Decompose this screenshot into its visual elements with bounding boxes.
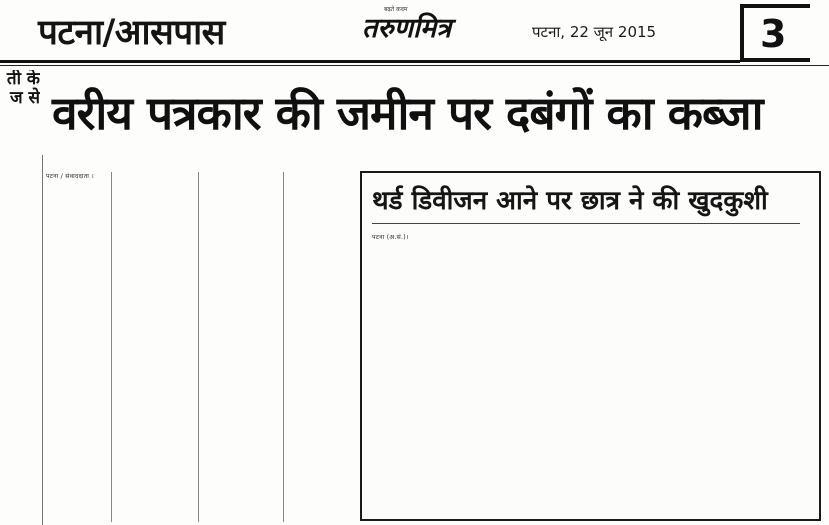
text-line xyxy=(372,314,815,324)
text-line xyxy=(372,263,815,273)
newspaper-logo xyxy=(362,6,522,52)
text-line xyxy=(286,394,358,404)
text-line xyxy=(116,364,194,374)
main-story-column-3 xyxy=(203,172,280,522)
text-line xyxy=(46,465,107,475)
text-line xyxy=(372,354,815,364)
text-line xyxy=(286,202,358,212)
text-line xyxy=(286,313,358,323)
text-line xyxy=(116,212,194,222)
text-line xyxy=(46,374,107,384)
text-line xyxy=(0,278,40,288)
text-line xyxy=(46,424,107,434)
text-line xyxy=(46,212,107,222)
text-line xyxy=(46,202,107,212)
text-line xyxy=(46,344,107,354)
text-line xyxy=(286,475,358,485)
text-line xyxy=(372,283,815,293)
text-line xyxy=(203,222,280,232)
text-line xyxy=(0,409,40,419)
text-line xyxy=(0,389,40,399)
text-line xyxy=(203,323,280,333)
text-line xyxy=(203,434,280,444)
text-line xyxy=(286,424,358,434)
text-line xyxy=(203,414,280,424)
text-line xyxy=(372,374,815,384)
text-line xyxy=(116,495,194,505)
text-line xyxy=(203,344,280,354)
page-number-box xyxy=(740,4,810,62)
text-line xyxy=(0,116,40,126)
text-line xyxy=(203,243,280,253)
text-line xyxy=(286,434,358,444)
text-line xyxy=(46,192,107,202)
masthead-thin-rule xyxy=(0,65,829,66)
text-line xyxy=(46,273,107,283)
text-line xyxy=(372,243,815,253)
dateline: पटना, 22 जून 2015 xyxy=(532,23,657,41)
text-line xyxy=(372,465,815,475)
text-line xyxy=(46,485,107,495)
text-line xyxy=(372,334,815,344)
text-line xyxy=(203,192,280,202)
text-line xyxy=(116,424,194,434)
text-line xyxy=(0,399,40,409)
text-line xyxy=(46,283,107,293)
text-line xyxy=(203,273,280,283)
text-line xyxy=(203,253,280,263)
text-line xyxy=(0,449,40,459)
text-line xyxy=(116,475,194,485)
text-line xyxy=(116,354,194,364)
text-line xyxy=(0,146,40,156)
column-divider xyxy=(198,172,199,522)
text-line xyxy=(0,267,40,277)
text-line xyxy=(286,334,358,344)
text-line xyxy=(46,182,107,192)
text-line xyxy=(372,415,815,425)
text-line: पटना (अ.सं.)। xyxy=(372,234,409,241)
masthead xyxy=(0,0,829,66)
text-line xyxy=(203,334,280,344)
text-line xyxy=(46,445,107,455)
text-line xyxy=(116,515,194,522)
text-line xyxy=(286,414,358,424)
text-line xyxy=(0,187,40,197)
text-line xyxy=(203,404,280,414)
text-line xyxy=(286,505,358,515)
text-line xyxy=(372,475,815,485)
text-line xyxy=(203,263,280,273)
text-line xyxy=(203,313,280,323)
text-line xyxy=(203,495,280,505)
text-line xyxy=(116,323,194,333)
text-line xyxy=(203,283,280,293)
text-line xyxy=(286,445,358,455)
text-line xyxy=(116,465,194,475)
text-line xyxy=(46,394,107,404)
text-line xyxy=(286,384,358,394)
text-line xyxy=(0,308,40,318)
text-line xyxy=(372,425,815,435)
text-line xyxy=(203,202,280,212)
text-line xyxy=(0,207,40,217)
text-line xyxy=(372,344,815,354)
text-line xyxy=(286,455,358,465)
left-clipped-story xyxy=(0,70,40,525)
boxed-story xyxy=(360,171,821,521)
text-line xyxy=(0,328,40,338)
text-line xyxy=(0,419,40,429)
main-story-column-1 xyxy=(46,172,107,522)
text-line xyxy=(46,354,107,364)
text-line xyxy=(46,253,107,263)
brand-tagline: बढ़ते क़दम xyxy=(384,6,408,13)
text-line xyxy=(372,253,815,263)
text-line xyxy=(0,166,40,176)
column-divider xyxy=(111,172,112,522)
text-line xyxy=(372,304,815,314)
text-line xyxy=(203,485,280,495)
page-number: 3 xyxy=(760,12,787,56)
text-line xyxy=(0,247,40,257)
text-line xyxy=(286,303,358,313)
text-line xyxy=(46,313,107,323)
text-line xyxy=(372,455,815,465)
text-line xyxy=(116,394,194,404)
text-line xyxy=(116,192,194,202)
text-line xyxy=(0,368,40,378)
text-line xyxy=(116,283,194,293)
text-line xyxy=(203,475,280,485)
text-line xyxy=(0,459,40,469)
left-story-body xyxy=(0,116,40,476)
text-line xyxy=(116,455,194,465)
text-line xyxy=(203,394,280,404)
text-line xyxy=(372,506,815,516)
text-line xyxy=(116,233,194,243)
text-line xyxy=(46,303,107,313)
text-line xyxy=(286,243,358,253)
left-story-headline-line2: ज से xyxy=(9,88,40,108)
text-line xyxy=(286,344,358,354)
text-line xyxy=(46,475,107,485)
text-line xyxy=(372,516,815,517)
text-line xyxy=(286,374,358,384)
text-line xyxy=(116,344,194,354)
text-line xyxy=(286,485,358,495)
text-line xyxy=(203,212,280,222)
text-line xyxy=(116,414,194,424)
text-line xyxy=(46,364,107,374)
text-line xyxy=(0,298,40,308)
text-line xyxy=(203,465,280,475)
text-line xyxy=(116,374,194,384)
text-line xyxy=(46,505,107,515)
text-line xyxy=(0,429,40,439)
boxed-story-body xyxy=(372,233,815,517)
text-line xyxy=(0,318,40,328)
text-line xyxy=(286,465,358,475)
text-line xyxy=(0,338,40,348)
text-line xyxy=(46,414,107,424)
text-line xyxy=(203,293,280,303)
column-divider xyxy=(283,172,284,522)
text-line xyxy=(286,222,358,232)
text-line xyxy=(286,323,358,333)
text-line xyxy=(0,378,40,388)
text-line xyxy=(372,485,815,495)
text-line xyxy=(286,354,358,364)
text-line xyxy=(46,222,107,232)
text-line xyxy=(46,434,107,444)
text-line xyxy=(286,182,358,192)
text-line xyxy=(286,404,358,414)
text-line xyxy=(0,439,40,449)
text-line xyxy=(116,273,194,283)
masthead-rule xyxy=(0,60,740,63)
text-line xyxy=(286,364,358,374)
text-line xyxy=(116,313,194,323)
text-line xyxy=(372,395,815,405)
text-line xyxy=(116,404,194,414)
text-line xyxy=(203,172,280,182)
text-line xyxy=(0,257,40,267)
column-divider xyxy=(42,155,43,525)
text-line xyxy=(116,202,194,212)
text-line xyxy=(0,217,40,227)
text-line xyxy=(0,348,40,358)
text-line xyxy=(46,384,107,394)
text-line xyxy=(116,505,194,515)
text-line xyxy=(286,273,358,283)
text-line xyxy=(116,485,194,495)
main-story-column-4 xyxy=(286,172,358,522)
boxed-story-headline: थर्ड डिवीजन आने पर छात्र ने की खुदकुशी xyxy=(372,179,817,225)
left-story-headline-line1: ती के xyxy=(6,70,40,89)
text-line xyxy=(286,233,358,243)
text-line xyxy=(286,495,358,505)
text-line xyxy=(203,233,280,243)
text-line xyxy=(286,293,358,303)
text-line xyxy=(203,384,280,394)
text-line xyxy=(46,334,107,344)
text-line xyxy=(46,515,107,522)
text-line xyxy=(46,455,107,465)
text-line xyxy=(203,303,280,313)
text-line xyxy=(116,263,194,273)
text-line xyxy=(0,227,40,237)
text-line xyxy=(0,126,40,136)
text-line xyxy=(116,243,194,253)
text-line xyxy=(116,222,194,232)
text-line xyxy=(0,288,40,298)
text-line xyxy=(0,156,40,166)
text-line xyxy=(116,172,194,182)
text-line xyxy=(286,253,358,263)
text-line xyxy=(372,384,815,394)
section-title: पटना/आसपास xyxy=(38,13,225,53)
text-line xyxy=(116,253,194,263)
text-line xyxy=(203,445,280,455)
text-line xyxy=(116,384,194,394)
text-line xyxy=(116,445,194,455)
text-line xyxy=(372,495,815,505)
text-line xyxy=(203,182,280,192)
text-line xyxy=(286,172,358,182)
text-line xyxy=(203,424,280,434)
text-line xyxy=(372,273,815,283)
text-line xyxy=(203,364,280,374)
text-line xyxy=(46,323,107,333)
text-line xyxy=(203,515,280,522)
brand-name: तरुणमित्र xyxy=(362,13,452,44)
main-headline: वरीय पत्रकार की जमीन पर दबंगों का कब्जा xyxy=(52,86,763,140)
text-line xyxy=(46,263,107,273)
text-line xyxy=(286,212,358,222)
text-line xyxy=(0,197,40,207)
text-line xyxy=(203,455,280,465)
text-line xyxy=(116,303,194,313)
text-line xyxy=(116,334,194,344)
text-line xyxy=(203,374,280,384)
text-line xyxy=(46,404,107,414)
text-line xyxy=(0,177,40,187)
text-line xyxy=(286,283,358,293)
text-line xyxy=(372,435,815,445)
text-line xyxy=(372,294,815,304)
text-line xyxy=(0,358,40,368)
text-line xyxy=(46,233,107,243)
text-line xyxy=(372,405,815,415)
text-line xyxy=(116,182,194,192)
text-line xyxy=(46,495,107,505)
text-line xyxy=(372,364,815,374)
text-line xyxy=(116,434,194,444)
text-line xyxy=(0,237,40,247)
text-line xyxy=(203,354,280,364)
text-line xyxy=(372,445,815,455)
text-line xyxy=(286,263,358,273)
text-line xyxy=(203,505,280,515)
text-line xyxy=(286,515,358,522)
text-line xyxy=(0,136,40,146)
main-story-column-2 xyxy=(116,172,194,522)
text-line: पटना / संवाददाता । xyxy=(46,173,94,180)
text-line xyxy=(46,243,107,253)
text-line xyxy=(286,192,358,202)
text-line xyxy=(116,293,194,303)
text-line xyxy=(372,324,815,334)
text-line xyxy=(46,293,107,303)
